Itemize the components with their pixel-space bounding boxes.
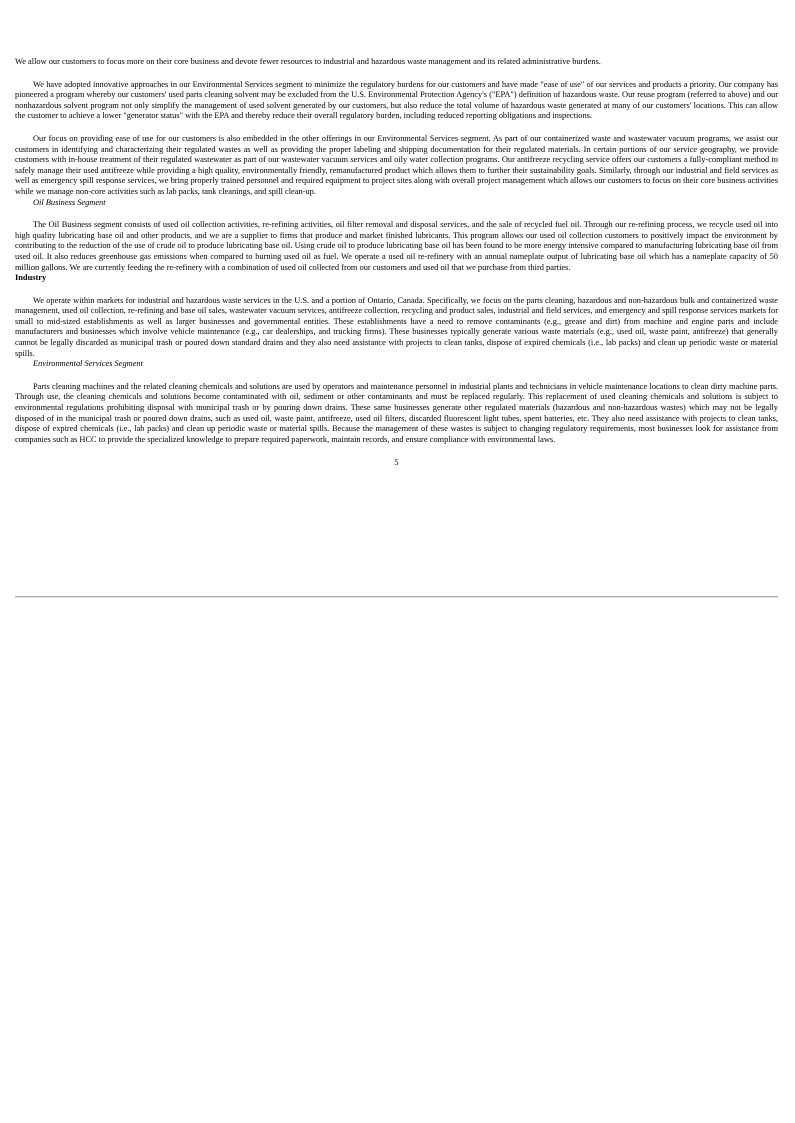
paragraph-oil-business: The Oil Business segment consists of used oil collection activities, re-refining activities, oil filter removal and disposal services, and the sale of recycled fuel oil. Through our re-refining process, we recycle used oil into high quality lubricating base oil and other products, and we are a supplier to firms that produce and market finished lubricants. This program allows our used oil collection customers to positively impact the environment by contributing to the reduction of the use of crude oil to produce lubricating base oil. Using crude oil to produce lubricating base oil has been found to be more energy intensive compared to manufacturing lubricating base oil from used oil. It also reduces greenhouse gas emissions when compared to burning used oil as fuel. We operate a used oil re-refinery with an annual nameplate output of lubricating base oil which has a nameplate capacity of 50 million gallons. We are currently feeding the re-refinery with a combination of used oil collected from our customers and used oil that we purchase from third parties.: [15, 220, 778, 272]
paragraph-innovative-approaches: We have adopted innovative approaches in our Environmental Services segment to minimize the regulatory burdens for our customers and have made "ease of use" of our services and products a priority. Our company has pioneered a program whereby our customers' used parts cleaning solvent may be excluded from the U.S. Environmental Protection Agency's ("EPA") definition of hazardous waste. Our reuse program (referred to above) and our nonhazardous solvent program not only simplify the management of used solvent generated by our customers, but also reduce the total volume of hazardous waste generated at many of our customers' locations. This can allow the customer to achieve a lower "generator status" with the EPA and thereby reduce their overall regulatory burden, including reduced reporting obligations and inspections.: [15, 79, 778, 121]
paragraph-customer-focus: We allow our customers to focus more on their core business and devote fewer resources to industrial and hazardous waste management and its related administrative burdens.: [15, 57, 601, 66]
heading-environmental-services-segment: Environmental Services Segment: [33, 359, 143, 369]
heading-industry: Industry: [15, 273, 47, 283]
paragraph-environmental-services: Parts cleaning machines and the related cleaning chemicals and solutions are used by operators and maintenance personnel in industrial plants and technicians in vehicle maintenance locations to clean dirty machine parts. Through use, the cleaning chemicals and solutions become contaminated with oil, sediment or other contaminants and must be replaced regularly. This replacement of used cleaning chemicals and solutions is subject to environmental regulations prohibiting disposal with municipal trash or by pouring down drains. These same businesses generate other regulated materials (hazardous and non-hazardous wastes) which may not be legally disposed of in the municipal trash or poured down drains, such as used oil, waste paint, antifreeze, used oil filters, discarded fluorescent light tubes, spent batteries, etc. They also need assistance with projects to clean tanks, dispose of expired chemicals (i.e., lab packs) and clean up periodic waste or material spills. Because the management of these wastes is subject to changing regulatory requirements, most businesses look for assistance from companies such as HCC to provide the specialized knowledge to prepare required paperwork, maintain records, and ensure compliance with environmental laws.: [15, 381, 778, 444]
paragraph-industry: We operate within markets for industrial and hazardous waste services in the U.S. and a portion of Ontario, Canada. Specifically, we focus on the parts cleaning, hazardous and non-hazardous bulk and containerized waste management, used oil collection, re-refining and base oil sales, wastewater vacuum services, antifreeze collection, recycling and product sales, industrial and field services, and emergency and spill response services markets for small to mid-sized establishments as well as larger businesses and governmental entities. These establishments have a need to remove contaminants (e.g., grease and dirt) from machine and engine parts and include manufacturers and businesses which involve vehicle maintenance (e.g., car dealerships, and trucking firms). These businesses typically generate various waste materials (e.g., used oil, waste paint, antifreeze) that generally cannot be legally discarded as municipal trash or poured down standard drains and they also need assistance with projects to clean tanks, dispose of expired chemicals (i.e., lab packs) and clean up periodic waste or material spills.: [15, 295, 778, 358]
document-page: [15, 57, 778, 469]
page-number: 5: [394, 458, 399, 468]
heading-oil-business-segment: Oil Business Segment: [33, 197, 106, 207]
paragraph-ease-of-use: Our focus on providing ease of use for our customers is also embedded in the other offerings in our Environmental Services segment. As part of our containerized waste and wastewater vacuum programs, we assist our customers in identifying and characterizing their regulated wastes as well as providing the proper labeling and shipping documentation for their regulated materials. In certain portions of our service geography, we provide customers with in-house treatment of their regulated wastewater as part of our wastewater vacuum services and oily water collection programs. Our antifreeze recycling service offers our customers a fully-compliant method to safely manage their used antifreeze while providing a high quality, environmentally friendly, remanufactured product which allows them to further their sustainability goals. Similarly, through our industrial and field services as well as emergency spill response services, we bring properly trained personnel and required equipment to project sites along with overall project management which allows our customers to focus on their core business activities while we manage non-core activities such as lab packs, tank cleanings, and spill clean-up.: [15, 133, 778, 196]
page-divider: [15, 596, 778, 598]
